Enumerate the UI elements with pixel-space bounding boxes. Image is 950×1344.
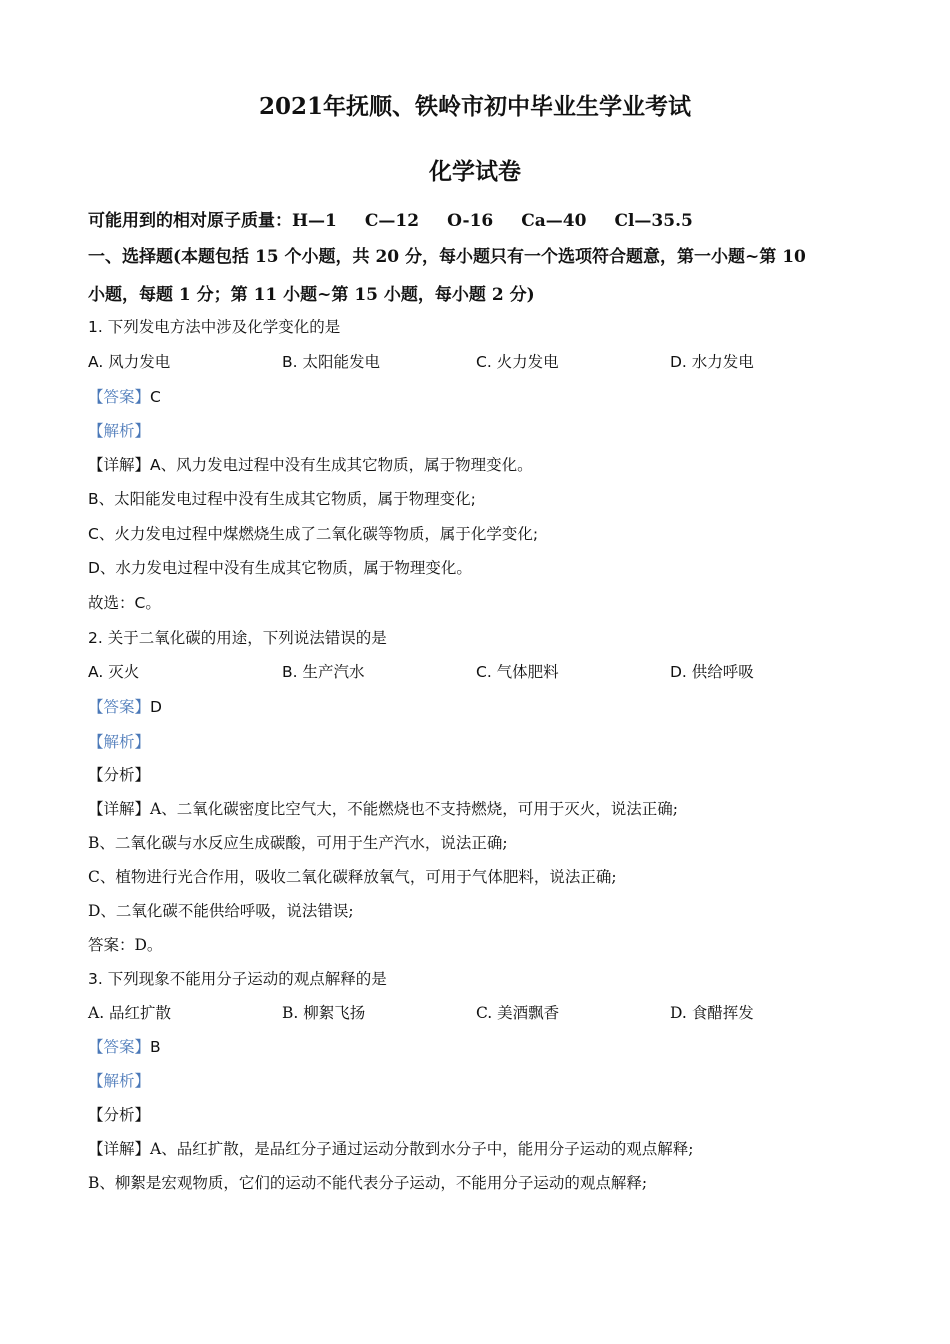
question-3-stem: [88, 967, 387, 989]
question-1-detail-1: [88, 453, 533, 475]
detail-text: A、风力发电过程中没有生成其它物质，属于物理变化。: [150, 456, 533, 474]
option-letter: A.: [88, 663, 104, 681]
detail-label: 【详解】: [88, 1140, 151, 1158]
question-1-answer: [88, 385, 161, 407]
option-text: 品红扩散: [104, 1004, 172, 1022]
option-a: [88, 1001, 171, 1023]
question-1-detail-2: B、太阳能发电过程中没有生成其它物质，属于物理变化;: [88, 490, 476, 508]
answer-label: 【答案】: [88, 1038, 151, 1056]
section-heading-line2: 小题，每题 1 分；第 11 小题~第 15 小题，每小题 2 分): [88, 285, 535, 305]
option-letter: B.: [282, 663, 298, 681]
detail-label: 【详解】: [88, 456, 151, 474]
question-text: 下列现象不能用分子运动的观点解释的是: [102, 970, 387, 988]
option-c: [476, 660, 559, 682]
answer-label: 【答案】: [88, 388, 151, 406]
answer-value: C: [150, 388, 161, 406]
question-2-detail-2: B、二氧化碳与水反应生成碳酸，可用于生产汽水，说法正确;: [88, 834, 508, 852]
option-text: 风力发电: [103, 353, 171, 371]
detail-text: A、二氧化碳密度比空气大，不能燃烧也不支持燃烧，可用于灭火，说法正确;: [150, 800, 678, 818]
atomic-mass-line: [88, 206, 721, 231]
option-text: 美酒飘香: [492, 1004, 560, 1022]
question-number: 2.: [88, 629, 103, 647]
option-b: [282, 1001, 365, 1023]
question-1-options: [88, 350, 868, 372]
question-3-detail-1: [88, 1137, 693, 1159]
option-c: [476, 350, 559, 372]
option-text: 柳絮飞扬: [298, 1004, 366, 1022]
option-text: 水力发电: [686, 353, 754, 371]
option-letter: B.: [282, 1004, 299, 1022]
option-text: 气体肥料: [491, 663, 559, 681]
option-letter: D.: [670, 663, 687, 681]
answer-value: D: [150, 698, 162, 716]
option-text: 太阳能发电: [297, 353, 380, 371]
option-text: 生产汽水: [297, 663, 365, 681]
fenxi-label: 【分析】: [88, 766, 151, 784]
option-letter: C.: [476, 663, 492, 681]
analysis-label: 【解析】: [88, 1072, 151, 1090]
option-letter: B.: [282, 353, 298, 371]
question-2-detail-1: [88, 797, 678, 819]
atomic-mass-item: H—1: [292, 211, 337, 231]
option-letter: C.: [476, 353, 492, 371]
question-1-stem: [88, 315, 340, 337]
option-b: [282, 350, 380, 372]
option-letter: D.: [670, 1004, 687, 1022]
question-text: 下列发电方法中涉及化学变化的是: [102, 318, 341, 336]
option-a: [88, 350, 170, 372]
exam-title: 2021年抚顺、铁岭市初中毕业生学业考试: [258, 93, 691, 120]
fenxi-label: 【分析】: [88, 1106, 151, 1124]
option-c: [476, 1001, 559, 1023]
question-2-answer: [88, 695, 162, 717]
option-letter: A.: [88, 353, 104, 371]
question-3-detail-2: B、柳絮是宏观物质，它们的运动不能代表分子运动，不能用分子运动的观点解释;: [88, 1174, 648, 1192]
atomic-mass-item: O-16: [447, 211, 494, 231]
option-text: 灭火: [103, 663, 140, 681]
option-d: [670, 1001, 754, 1023]
question-2-detail-4: D、二氧化碳不能供给呼吸，说法错误;: [88, 902, 354, 920]
question-3-answer: [88, 1035, 161, 1057]
atomic-mass-item: C—12: [364, 211, 420, 231]
question-2-stem: [88, 626, 387, 648]
question-number: 3.: [88, 970, 103, 988]
question-2-conclusion: 答案：D。: [88, 936, 163, 954]
question-2-detail-3: C、植物进行光合作用，吸收二氧化碳释放氧气，可用于气体肥料，说法正确;: [88, 868, 617, 886]
detail-label: 【详解】: [88, 800, 151, 818]
option-text: 供给呼吸: [686, 663, 754, 681]
option-d: [670, 660, 754, 682]
option-letter: C.: [476, 1004, 493, 1022]
question-1-detail-4: D、水力发电过程中没有生成其它物质，属于物理变化。: [88, 559, 472, 577]
option-letter: D.: [670, 353, 687, 371]
option-b: [282, 660, 365, 682]
atomic-mass-label: 可能用到的相对原子质量：: [88, 211, 292, 231]
answer-label: 【答案】: [88, 698, 151, 716]
question-1-detail-3: C、火力发电过程中煤燃烧生成了二氧化碳等物质，属于化学变化;: [88, 525, 539, 543]
analysis-label: 【解析】: [88, 422, 151, 440]
question-2-options: [88, 660, 868, 682]
atomic-mass-item: Ca—40: [521, 211, 587, 231]
option-letter: A.: [88, 1004, 105, 1022]
question-3-options: [88, 1001, 868, 1023]
exam-subtitle: 化学试卷: [429, 158, 521, 185]
option-d: [670, 350, 754, 372]
question-text: 关于二氧化碳的用途，下列说法错误的是: [102, 629, 387, 647]
option-text: 食醋挥发: [686, 1004, 754, 1022]
option-text: 火力发电: [491, 353, 559, 371]
analysis-label: 【解析】: [88, 733, 151, 751]
detail-text: A、品红扩散，是品红分子通过运动分散到水分子中，能用分子运动的观点解释;: [150, 1140, 694, 1158]
atomic-mass-item: Cl—35.5: [614, 211, 693, 231]
option-a: [88, 660, 139, 682]
answer-value: B: [150, 1038, 161, 1056]
section-heading-line1: 一、选择题(本题包括 15 个小题，共 20 分，每小题只有一个选项符合题意，第一小题~第 10: [88, 247, 806, 267]
question-number: 1.: [88, 318, 103, 336]
question-1-conclusion: 故选：C。: [88, 594, 161, 612]
